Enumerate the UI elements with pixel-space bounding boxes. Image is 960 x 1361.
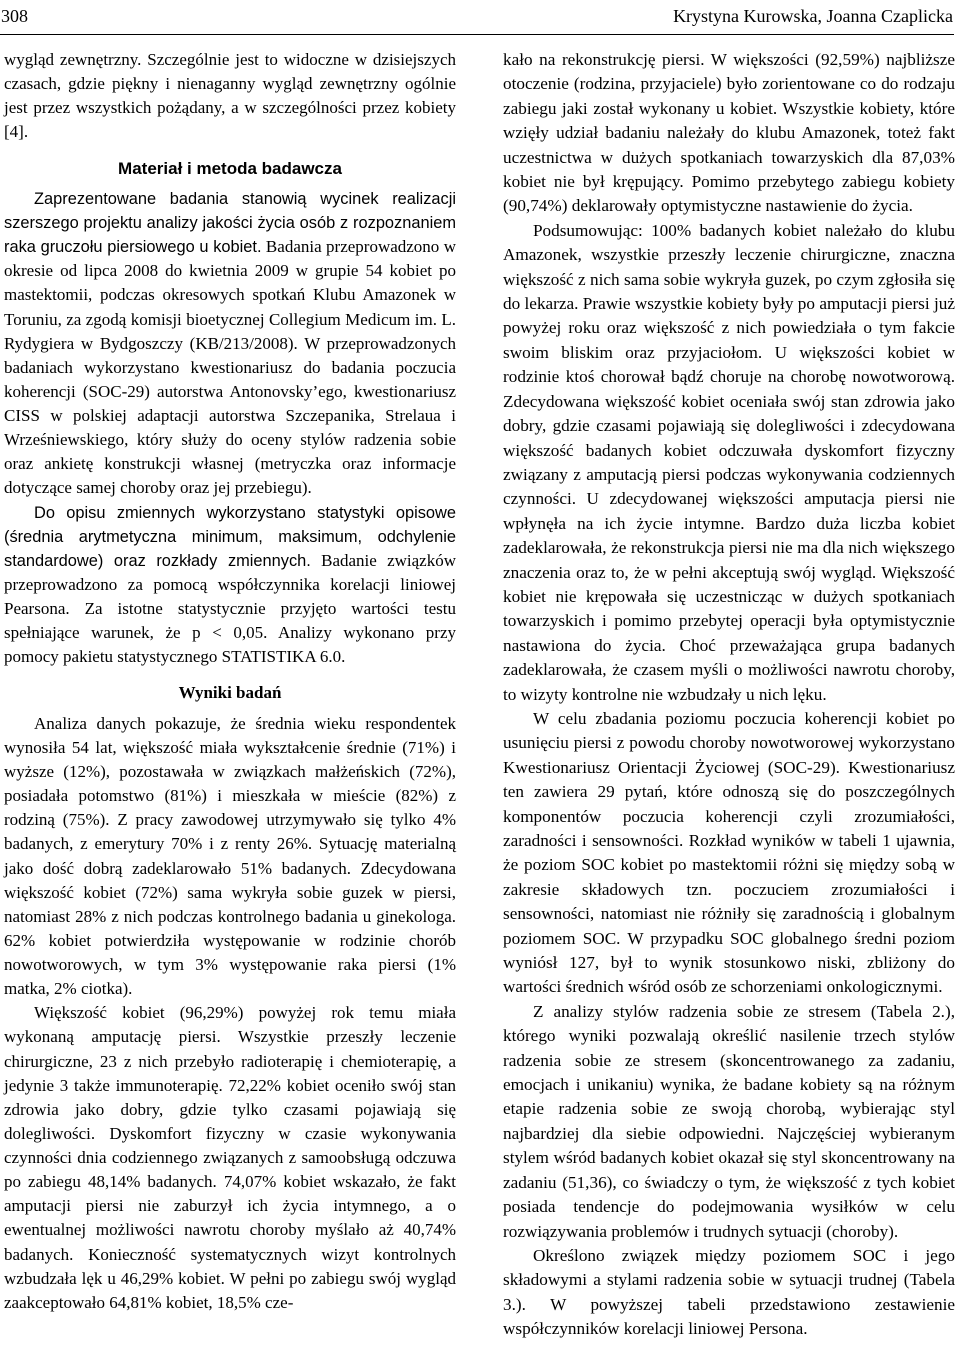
section-heading-results: Wyniki badań <box>178 683 282 703</box>
paragraph: kało na rekonstrukcję piersi. W większości (92,59%) najbliższe otoczenie (rodzina, przyjaciele) było zorientowane co do rodzaju zabiegu jaki został wykonany u kobiet. Wszystkie kobiety, które wzięły udział badaniu należały do klubu Amazonek, toteż fakt uczestnictwa w dużych spotkaniach towarzyskich dla 87,03% kobiet nie był krępujący. Pomimo przebytego zabiegu kobiety (90,74%) deklarowały optymistyczne nastawienie do życia. <box>503 50 955 216</box>
paragraph: Podsumowując: 100% badanych kobiet należało do klubu Amazonek, wszystkie przeszły leczenie chirurgiczne, znaczna większość z nich sama sobie wykryła guzek, po czym zgłosiła się do lekarza. Prawie wszystkie kobiety były po amputacji piersi już powyżej roku oraz większość z nich powiedziała o tym fakcie swoim bliskim oraz przyjaciołom. U większości kobiet w rodzinie ktoś chorował bądź choruje na chorobę nowotworową. Zdecydowana większość kobiet oceniała swój stan zdrowia jako dobry, gdzie czasami pojawiają się dolegliwości i zdecydowana większość badanych kobiet odczuwała dyskomfort fizyczny związany z amputacją piersi podczas wykonywania codziennych czynności. U zdecydowanej większości amputacja piersi nie wpłynęła na ich życie intymne. Bardzo duża liczba kobiet zadeklarowała, że rekonstrukcja piersi nie ma dla nich większego znaczenia oraz to, że w pełni akceptują swój wygląd. Większość kobiet nie krępowała się uczestnicząc w dużych spotkaniach towarzyskich i pomimo przebytej operacji była optymistycznie nastawiona do życia. Choć przeważająca grupa badanych zadeklarowała, że czasem myśli o możliwości nawrotu choroby, to wizyty kontrolne nie wzbudzały u nich lęku. <box>503 220 955 704</box>
paragraph: Z analizy stylów radzenia sobie ze stresem (Tabela 2.), którego wyniki pozwalają określić nasilenie trzech stylów radzenia sobie ze stresem (skoncentrowanego za zadaniu, emocjach i unikaniu) wynika, że badane kobiety są na różnym etapie radzenia sobie ze swoją chorobą, wybierając styl najbardziej dla siebie odpowiedni. Najczęściej wybieranym stylem wśród badanych kobiet okazał się styl skoncentrowany na zadaniu (51,36), co świadczy o tym, że większość z tych kobiet posiada tendencje do podejmowania wysiłków w celu rozwiązywania problemów i trudnych sytuacji (choroby). <box>503 1001 955 1241</box>
paragraph-methods <box>4 187 456 501</box>
paragraph: wygląd zewnętrzny. Szczególnie jest to widoczne w dzisiejszych czasach, gdzie piękny i nienaganny wygląd zewnętrzny ogólnie jest przez wszystkich pożądany, a w szczególności przez kobiety [4]. <box>4 50 456 142</box>
paragraph-segment: Zaprezentowane badania stanowią wycinek realizacji szerszego projektu analizy jakości życia osób z rozpoznaniem raka gruczołu piersiowego u kobiet. <box>4 189 456 257</box>
paragraph: Analiza danych pokazuje, że średnia wieku respondentek wynosiła 54 lat, większość miała wykształcenie średnie (71%) i wyższe (12%), pozostawała w związkach małżeńskich (72%), posiadała potomstwo (81%) i mieszkała w mieście (82%) z rodziną (75%). Z pracy zawodowej utrzymywało się tylko 4% badanych, z emerytury 70% i z renty 26%. Sytuację materialną jako dość dobrą zadeklarowało 51% badanych. Zdecydowana większość kobiet (72%) sama wykryła sobie guzek w piersi, natomiast 28% z nich podczas kontrolnego badania u ginekologa. 62% kobiet potwierdziła występowanie w rodzinie chorób nowotworowych, w tym 3% występowanie raka piersi (1% matka, 2% ciotka). <box>4 713 456 999</box>
paragraph-segment: Badania przeprowadzono w okresie od lipca 2008 do kwietnia 2009 w grupie 54 kobiet po mastektomii, podczas okresowych spotkań Klubu Amazonek w Toruniu, za zgodą komisji bioetycznej Collegium Medicum im. L. Rydygiera w Bydgoszczy (KB/213/2008). <box>4 237 456 353</box>
page-number: 308 <box>1 6 28 26</box>
section-heading-methods: Materiał i metoda badawcza <box>118 158 342 178</box>
left-column <box>4 48 456 1315</box>
right-column <box>503 48 955 1342</box>
running-head-authors: Krystyna Kurowska, Joanna Czaplicka <box>673 6 953 26</box>
paragraph-statistics <box>4 501 456 670</box>
paragraph: Większość kobiet (96,29%) powyżej rok temu miała wykonaną amputację piersi. Wszystkie przeszły leczenie chirurgiczne, 23 z nich przebyło radioterapię i chemioterapię, a jedynie 3 także immunoterapię. 72,22% kobiet oceniło swój stan zdrowia jako dobry, gdzie tylko czasami pojawiają się dolegliwości. Dyskomfort fizyczny w czasie wykonywania czynności dnia codziennego związanych z samoobsługą odczuwa po zabiegu 48,14% badanych. 74,07% kobiet wskazało, że fakt amputacji piersi nie zaburzył ich życia intymnego, a o ewentualnej możliwości nawrotu choroby myślało aż 40,74% badanych. Konieczność systematycznych wizyt kontrolnych wzbudzała lęk u 46,29% kobiet. W pełni po zabiegu swój wygląd zaakceptowało 64,81% kobiet, 18,5% cze- <box>4 1003 456 1312</box>
page-header <box>0 0 954 35</box>
paragraph-segment: W przeprowadzonych badaniach wykorzystano kwestionariusz do badania poczucia koherencji (SOC-29) autorstwa Antonovsky’ego, kwestionariusz CISS w polskiej adaptacji autorstwa Szczepanika, Strelaua i Wrześniewskiego, który służy do oceny stylów radzenia sobie oraz ankietę konstrukcji własnej (metryczka oraz informacje dotyczące samej choroby oraz jej przebiegu). <box>4 333 456 498</box>
paragraph-segment: Do opisu zmiennych wykorzystano statystyki opisowe (średnia arytmetyczna minimum, maksimum, odchylenie standardowe) oraz rozkłady zmiennych. <box>4 503 456 570</box>
paragraph: Określono związek między poziomem SOC i jego składowymi a stylami radzenia sobie w sytuacji trudnej (Tabela 3.). W powyższej tabeli przedstawiono zestawienie współczynników korelacji liniowej Persona. <box>503 1245 955 1339</box>
paragraph: W celu zbadania poziomu poczucia koherencji kobiet po usunięciu piersi z powodu choroby nowotworowej wykorzystano Kwestionariusz Orientacji Życiowej (SOC-29). Kwestionariusz ten zawiera 29 pytań, które odnoszą się do poszczególnych komponentów poczucia koherencji czyli zrozumiałości, zaradności i sensowności. Rozkład wyników w tabeli 1 ujawnia, że poziom SOC kobiet po mastektomii różni się między sobą w zakresie składowych tzn. poczuciem zrozumiałości i sensowności, natomiast nie różniły się zaradnością i globalnym poziomem SOC. W przypadku SOC globalnego średni poziom wyniósł 127, był to wynik stosunkowo niski, zbliżony do wartości średnich wśród osób ze schorzeniami onkologicznymi. <box>503 708 955 997</box>
paragraph-segment: Badanie związków przeprowadzono za pomocą współczynnika korelacji liniowej Pearsona. Za istotne statystycznie przyjęto wartości testu spełniające warunek, że p < 0,05. Analizy wykonano przy pomocy pakietu statystycznego STATISTIKA 6.0. <box>4 550 456 667</box>
